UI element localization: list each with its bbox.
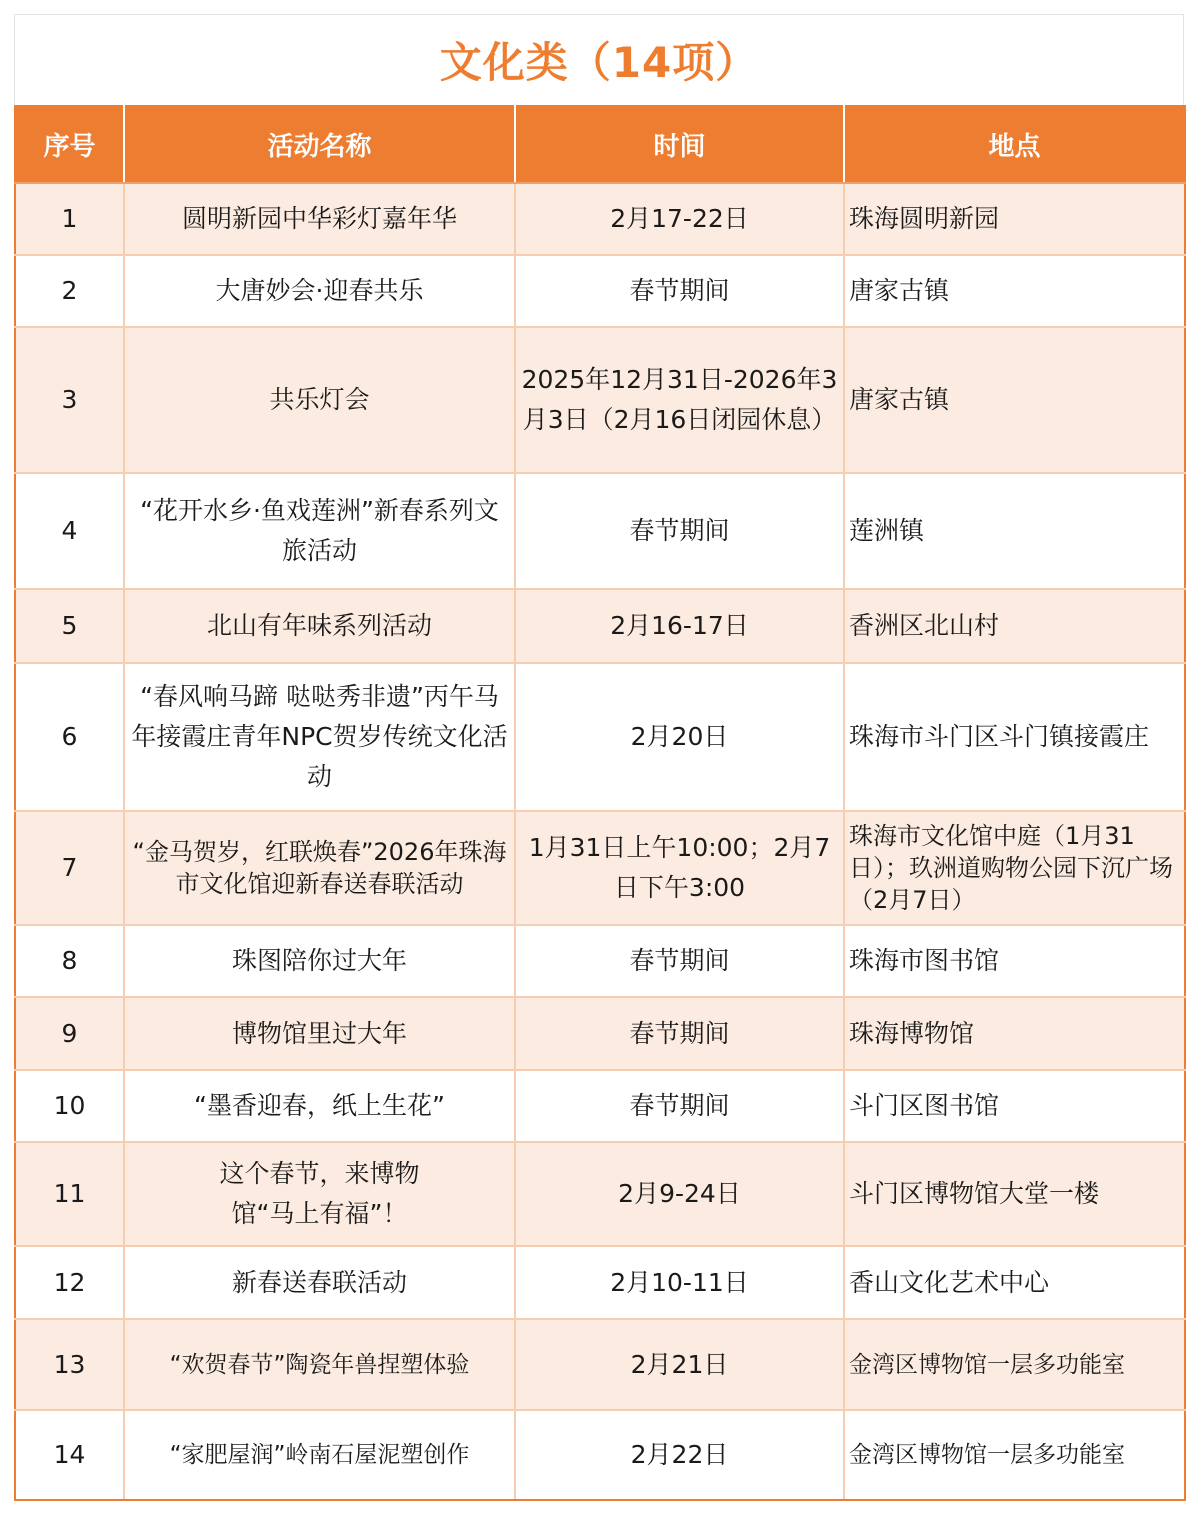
cell-time: 2月22日 (515, 1410, 844, 1500)
cell-number: 8 (15, 925, 124, 997)
cell-time: 2025年12月31日-2026年3月3日（2月16日闭园休息） (515, 327, 844, 473)
cell-number: 12 (15, 1246, 124, 1319)
cell-number: 6 (15, 663, 124, 811)
cell-activity-name: “欢贺春节”陶瓷年兽捏塑体验 (124, 1319, 515, 1410)
cell-location: 香山文化艺术中心 (844, 1246, 1185, 1319)
cell-number: 2 (15, 255, 124, 327)
table-row (15, 589, 1185, 663)
cell-activity-name: 这个春节，来博物馆“马上有福”！ (124, 1142, 515, 1246)
cell-number: 10 (15, 1070, 124, 1142)
cell-number: 3 (15, 327, 124, 473)
header-time: 时间 (515, 106, 844, 183)
cell-activity-name: “春风响马蹄 哒哒秀非遗”丙午马年接霞庄青年NPC贺岁传统文化活动 (124, 663, 515, 811)
cell-time: 2月21日 (515, 1319, 844, 1410)
cell-time: 1月31日上午10:00；2月7日下午3:00 (515, 811, 844, 925)
cell-time: 春节期间 (515, 925, 844, 997)
cell-location: 斗门区博物馆大堂一楼 (844, 1142, 1185, 1246)
cell-location: 斗门区图书馆 (844, 1070, 1185, 1142)
header-location: 地点 (844, 106, 1185, 183)
table-row (15, 811, 1185, 925)
cell-location: 香洲区北山村 (844, 589, 1185, 663)
cell-location: 莲洲镇 (844, 473, 1185, 589)
header-activity-name: 活动名称 (124, 106, 515, 183)
cell-activity-name: “花开水乡·鱼戏莲洲”新春系列文旅活动 (124, 473, 515, 589)
cell-time: 春节期间 (515, 997, 844, 1070)
page-title: 文化类（14项） (439, 38, 759, 87)
events-table (14, 105, 1186, 1501)
cell-time: 2月10-11日 (515, 1246, 844, 1319)
table-row (15, 255, 1185, 327)
cell-number: 9 (15, 997, 124, 1070)
cell-activity-name: 北山有年味系列活动 (124, 589, 515, 663)
cell-location: 珠海圆明新园 (844, 183, 1185, 255)
cell-activity-name: 新春送春联活动 (124, 1246, 515, 1319)
header-row (15, 106, 1185, 183)
cell-location: 唐家古镇 (844, 327, 1185, 473)
cell-time: 2月16-17日 (515, 589, 844, 663)
table-row (15, 473, 1185, 589)
cell-time: 2月20日 (515, 663, 844, 811)
cell-activity-name: 珠图陪你过大年 (124, 925, 515, 997)
table-row (15, 1070, 1185, 1142)
cell-time: 春节期间 (515, 1070, 844, 1142)
table-row (15, 327, 1185, 473)
cell-activity-name: 圆明新园中华彩灯嘉年华 (124, 183, 515, 255)
cell-location: 金湾区博物馆一层多功能室 (844, 1319, 1185, 1410)
cell-activity-name: 博物馆里过大年 (124, 997, 515, 1070)
cell-number: 11 (15, 1142, 124, 1246)
cell-number: 5 (15, 589, 124, 663)
table-row (15, 1246, 1185, 1319)
cell-activity-name: 共乐灯会 (124, 327, 515, 473)
cell-time: 2月9-24日 (515, 1142, 844, 1246)
table-row (15, 1410, 1185, 1500)
cell-activity-name: “家肥屋润”岭南石屋泥塑创作 (124, 1410, 515, 1500)
cell-activity-name: 大唐妙会·迎春共乐 (124, 255, 515, 327)
cell-number: 7 (15, 811, 124, 925)
table-row (15, 1142, 1185, 1246)
table-row (15, 663, 1185, 811)
cell-location: 金湾区博物馆一层多功能室 (844, 1410, 1185, 1500)
cell-time: 春节期间 (515, 473, 844, 589)
cell-location: 珠海博物馆 (844, 997, 1185, 1070)
cell-number: 13 (15, 1319, 124, 1410)
header-number: 序号 (15, 106, 124, 183)
cell-location: 珠海市文化馆中庭（1月31日）；玖洲道购物公园下沉广场（2月7日） (844, 811, 1185, 925)
cell-number: 1 (15, 183, 124, 255)
cell-location: 唐家古镇 (844, 255, 1185, 327)
table-row (15, 1319, 1185, 1410)
table-row (15, 183, 1185, 255)
cell-time: 春节期间 (515, 255, 844, 327)
table-row (15, 925, 1185, 997)
cell-location: 珠海市图书馆 (844, 925, 1185, 997)
table-row (15, 997, 1185, 1070)
cell-number: 4 (15, 473, 124, 589)
cell-activity-name: “金马贺岁，红联焕春”2026年珠海市文化馆迎新春送春联活动 (124, 811, 515, 925)
cell-location: 珠海市斗门区斗门镇接霞庄 (844, 663, 1185, 811)
cell-activity-name: “墨香迎春，纸上生花” (124, 1070, 515, 1142)
cell-time: 2月17-22日 (515, 183, 844, 255)
cell-number: 14 (15, 1410, 124, 1500)
